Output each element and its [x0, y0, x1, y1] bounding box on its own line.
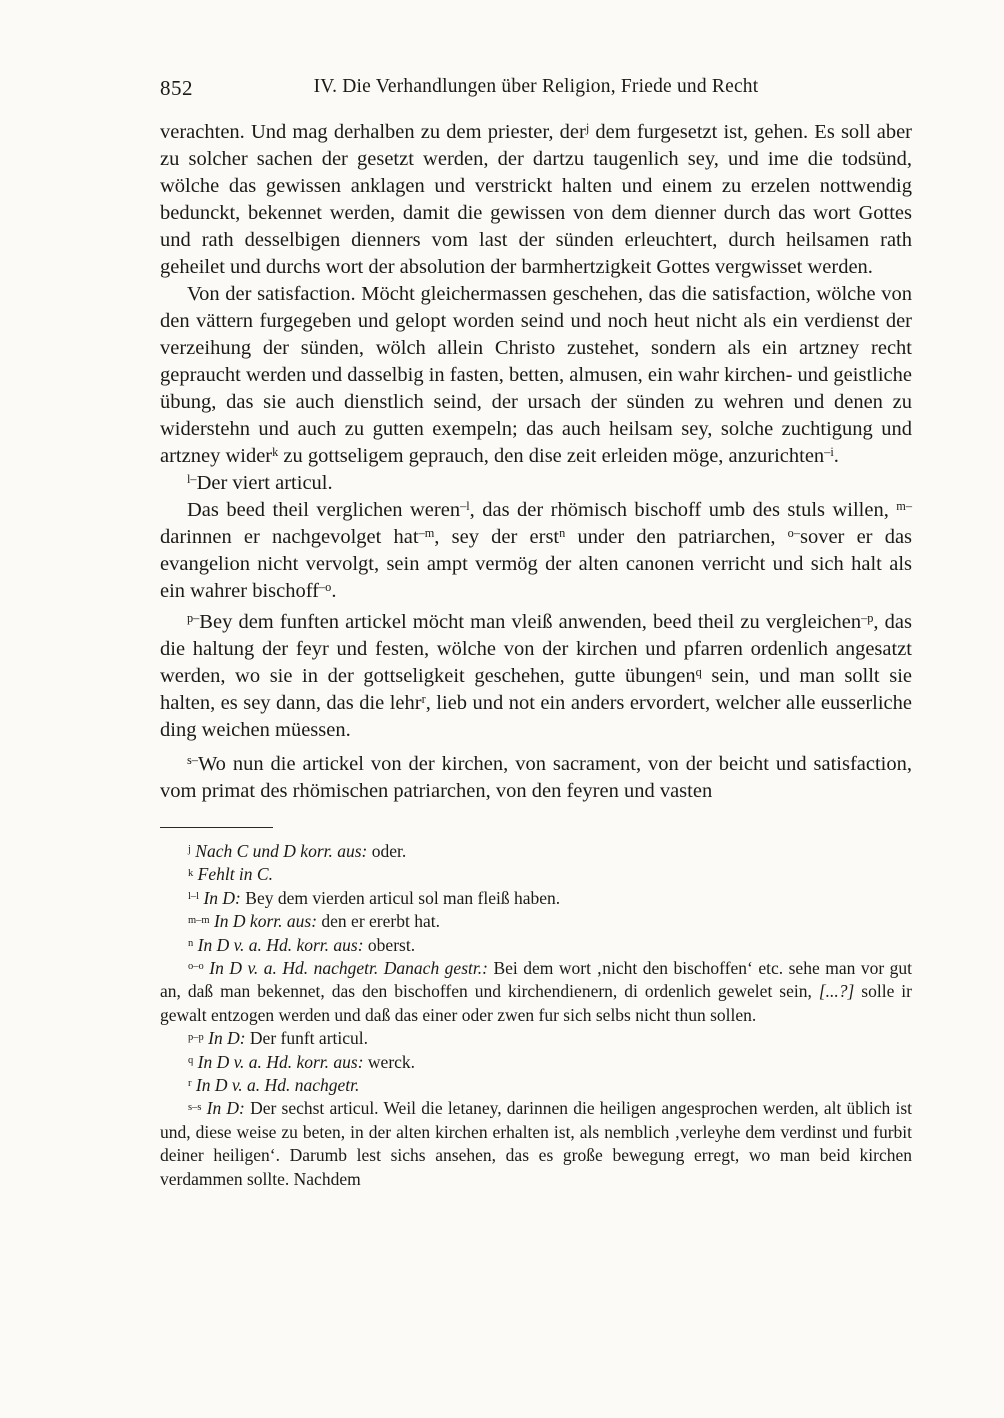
apparatus-siglum: s–	[187, 753, 198, 768]
apparatus-siglum: –l	[460, 499, 470, 514]
footnotes-apparatus	[160, 840, 912, 1191]
editorial-note: In D:	[206, 1098, 245, 1119]
page-header	[160, 76, 912, 102]
editorial-note: In D v. a. Hd. nachgetr.	[195, 1075, 360, 1096]
apparatus-siglum: r	[188, 1078, 192, 1090]
footnote: $^{m-m}$ In D korr. aus: den er ererbt hat.	[188, 911, 440, 932]
apparatus-siglum: n	[559, 526, 566, 541]
editorial-note: In D v. a. Hd. nachgetr. Danach gestr.:	[209, 958, 488, 979]
apparatus-siglum: r	[421, 692, 426, 707]
apparatus-siglum: k	[272, 445, 279, 460]
apparatus-siglum: l–l	[188, 891, 200, 903]
footnote: $^q$ In D v. a. Hd. korr. aus: werck.	[188, 1051, 416, 1072]
editorial-note: In D v. a. Hd. korr. aus:	[197, 1051, 364, 1072]
text-column	[160, 76, 912, 1191]
apparatus-siglum: l–	[187, 472, 197, 487]
paragraph: $^{s-}$Wo nun die artickel von der kirchen, von sacrament, von der beicht und satisfaction, vom primat des rhömischen patriarchen, von den feyren und vasten	[160, 753, 912, 802]
apparatus-siglum: s–s	[188, 1101, 202, 1113]
footnote: $^{o-o}$ In D v. a. Hd. nachgetr. Danach gestr.: Bei dem wort ‚nicht den bischoffen‘ etc. sehe man vor gut an, daß man bekennet, das den bischoffen und kirchendienern, di ordenlich gewelet sein, [...?] solle ir gewalt entzogen werden und daß das einer oder zwen fur sich selbs nicht thun sollen.	[160, 958, 913, 1025]
paragraph: $^{l-}$Der viert articul.	[187, 472, 333, 494]
footnote: $^{l-l}$ In D: Bey dem vierden articul sol man fleiß haben.	[188, 887, 561, 908]
apparatus-siglum: m–m	[188, 914, 210, 926]
editorial-note: Nach C und D korr. aus:	[195, 841, 368, 861]
apparatus-siglum: p–p	[188, 1031, 204, 1043]
footnote: $^n$ In D v. a. Hd. korr. aus: oberst.	[188, 934, 416, 955]
apparatus-siglum: j	[188, 844, 191, 856]
apparatus-siglum: o–o	[188, 961, 204, 973]
apparatus-siglum: m–	[896, 499, 912, 514]
paragraph: Von der satisfaction. Möcht gleichermassen geschehen, das die satisfaction, wölche von den vättern furgegeben und gelopt worden seind und noch heut nicht als ein verdienst der verzeihung der sünden, wölch allein Christo zustehet, sondern als ein artzney recht gepraucht werden und dasselbig in fasten, betten, almusen, ein wahr kirchen- und geistliche übung, das sie auch dienstlich seind, der ursach der sünden zu wehren und denen zu widerstehn und auch zu gutten exempeln; das auch heilsam sey, solche zuchtigung und artzney wider$^k$ zu gottseligem geprauch, den dise zeit erleiden möge, anzurichten$^{-i}$.	[160, 283, 912, 467]
footnote	[160, 1074, 912, 1097]
apparatus-siglum: q	[188, 1054, 194, 1066]
paragraph: verachten. Und mag derhalben zu dem priester, der$^j$ dem furgesetzt ist, gehen. Es soll aber zu solcher sachen der gesetzt werden, der dartzu taugenlich sey, und ime die todsünd, wölche das gewissen anklagen und verstrickt halten und einem zu erzelen nottwendig bedunckt, bekennet werden, damit die gewissen von dem dienner durch das wort Gottes und rath desselbigen dienners vom last der sünden erleuchtert, durch heilsamen rath geheilet und durchs wort der absolution der barmhertzigkeit Gottes vergwisset werden.	[160, 121, 912, 278]
apparatus-siglum: k	[188, 867, 194, 879]
footnote: $^{p-p}$ In D: Der funft articul.	[188, 1028, 368, 1049]
page-number: 852	[160, 76, 193, 100]
apparatus-siglum: o–	[787, 526, 800, 541]
running-head: IV. Die Verhandlungen über Religion, Friede und Recht	[313, 76, 759, 97]
editorial-note: Fehlt in C.	[197, 864, 273, 885]
editorial-note: In D:	[208, 1028, 246, 1049]
apparatus-siglum: –p	[861, 611, 874, 626]
editorial-note: In D korr. aus:	[213, 911, 318, 932]
apparatus-siglum: –m	[418, 526, 435, 541]
apparatus-siglum: n	[188, 937, 194, 949]
main-text	[160, 119, 912, 805]
paragraph: Das beed theil verglichen weren$^{-l}$, das der rhömisch bischoff umb des stuls willen, $^{m-}$darinnen er nachgevolget hat$^{-m}$, sey der erst$^n$ under den patriarchen, $^{o-}$sover er das evangelion nicht vervolgt, sein ampt vermög der alten canonen verricht und sich halt als ein wahrer bischoff$^{-o}$.	[160, 499, 913, 602]
editorial-note: [...?]	[818, 981, 855, 1002]
footnote: $^j$ Nach C und D korr. aus: oder.	[188, 841, 407, 861]
paragraph: $^{p-}$Bey dem funften artickel möcht man vleiß anwenden, beed theil zu vergleichen$^{-p}$, das die haltung der feyr und festen, wölche von der kirchen und pfarren ordenlich angesatzt werden, wo sie in der gottseligkeit geschehen, gutte übungen$^q$ sein, und man sollt sie halten, es sey dann, das die lehr$^r$, lieb und not ein anders ervordert, welcher alle eusserliche ding weichen müessen.	[160, 611, 912, 741]
apparatus-siglum: j	[585, 121, 590, 136]
apparatus-siglum: –o	[319, 580, 332, 595]
footnote: $^{s-s}$ In D: Der sechst articul. Weil die letaney, darinnen die heiligen angesprochen werden, alt üblich ist und, diese weise zu beten, in der alten kirchen erhalten ist, als nemblich ‚verleyhe dem verdinst und furbit deiner heiligen‘. Darumb lest sichs ansehen, das es große bewegung erregt, wo man beid kirchen verdammen sollte. Nachdem	[160, 1098, 912, 1189]
footnote	[160, 863, 912, 886]
apparatus-siglum: p–	[187, 611, 200, 626]
apparatus-siglum: q	[695, 665, 702, 680]
footnote-separator	[160, 827, 273, 828]
editorial-note: In D:	[203, 887, 241, 908]
apparatus-siglum: –i	[824, 445, 834, 460]
editorial-note: In D v. a. Hd. korr. aus:	[197, 934, 364, 955]
